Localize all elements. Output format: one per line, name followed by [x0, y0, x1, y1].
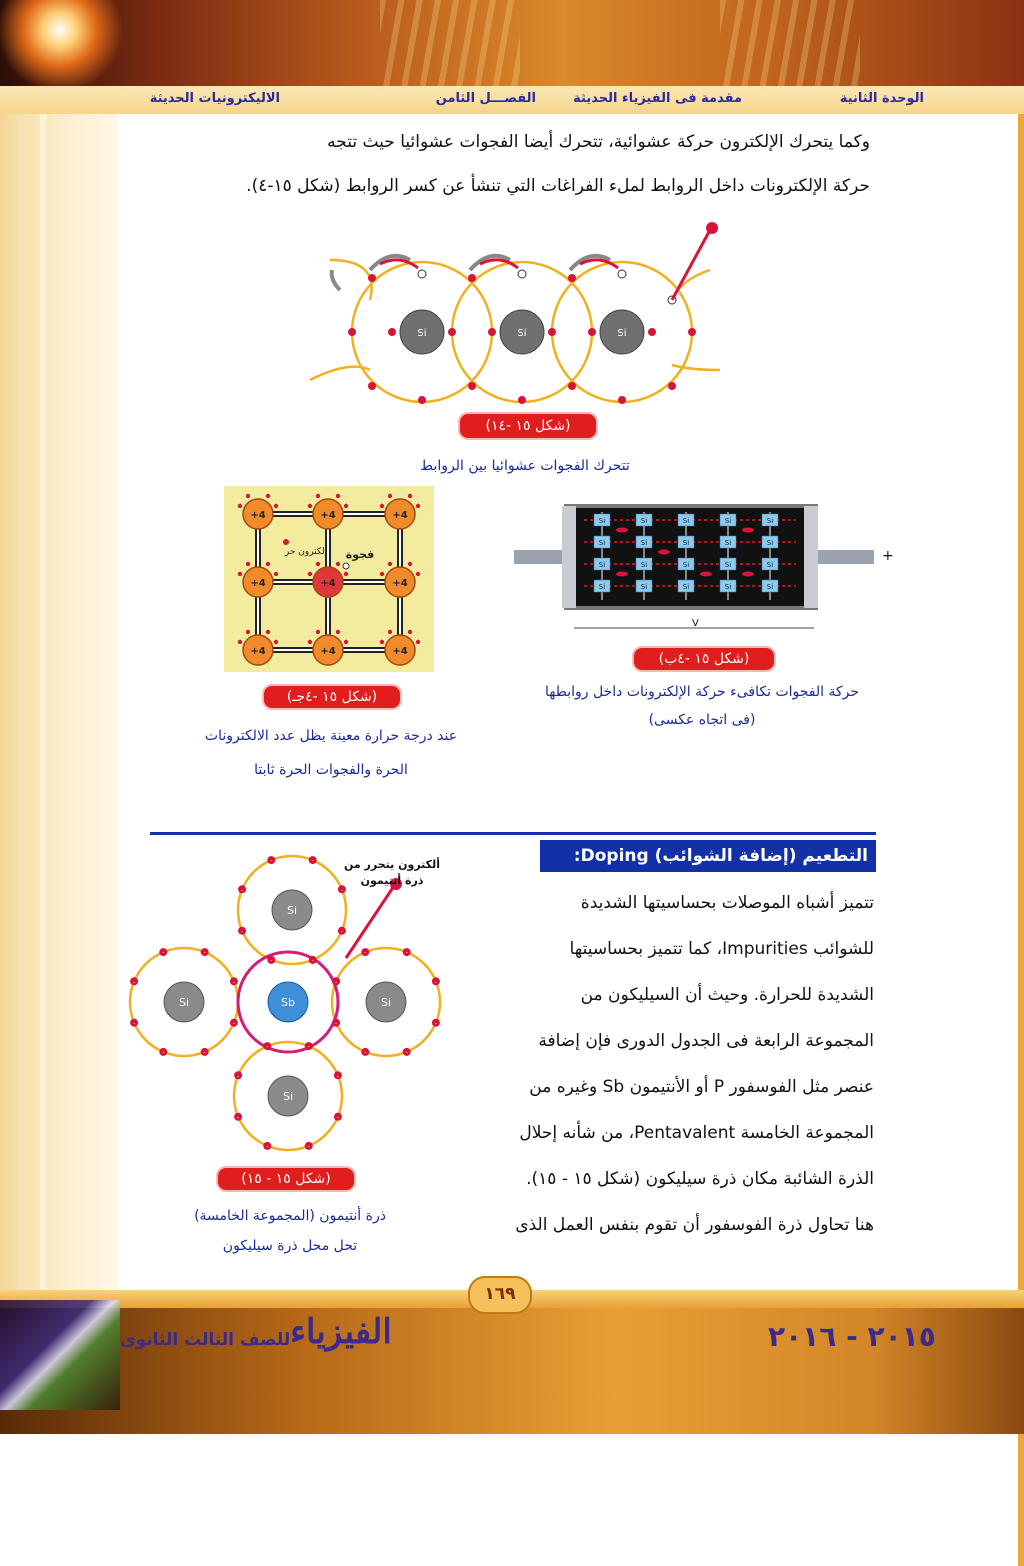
electron-sign: -	[336, 1072, 339, 1080]
fig3-caption-line1: عند درجة حرارة معينة يظل عدد الالكترونات	[204, 728, 458, 744]
electron-sign: -	[405, 949, 408, 957]
electron-sign: -	[203, 949, 206, 957]
si-label: Si	[286, 904, 298, 917]
bond-electron	[246, 562, 250, 566]
electron-sign: -	[340, 928, 343, 936]
hole-label: فجوة	[345, 548, 375, 561]
si-cell-label: Si	[640, 583, 648, 591]
plus4-label: +4	[250, 646, 266, 657]
electron-sign: -	[311, 857, 314, 865]
bond-electron	[336, 630, 340, 634]
bond-electron	[238, 640, 242, 644]
voltage-label: V	[692, 618, 699, 629]
si-cell-label: Si	[682, 517, 690, 525]
si-cell-label: Si	[724, 561, 732, 569]
bond-electron	[408, 630, 412, 634]
moving-electron	[658, 550, 670, 555]
bond-electron	[380, 504, 384, 508]
bond-electron	[336, 562, 340, 566]
footer-year: ٢٠١٥ - ٢٠١٦	[768, 1320, 936, 1353]
electron-sign: -	[237, 1114, 240, 1122]
si-cell-label: Si	[724, 583, 732, 591]
si-label: Si	[380, 996, 392, 1009]
plus4-label: +4	[320, 578, 336, 589]
electron-sign: -	[405, 1049, 408, 1057]
footer-subtitle: للصف الثالث الثانوى	[120, 1330, 291, 1350]
si-label: Si	[282, 1090, 294, 1103]
si-atom-label: Si	[417, 328, 427, 339]
bond-electron	[316, 630, 320, 634]
bond-electron	[388, 630, 392, 634]
bond-electron	[238, 504, 242, 508]
bond-electron	[316, 562, 320, 566]
annotation-line1: ألكترون يتحرر من	[344, 858, 440, 871]
text-line: المجموعة الرابعة فى الجدول الدورى فإن إضافة	[538, 1031, 874, 1051]
si-cell-label: Si	[682, 583, 690, 591]
bond-electron	[380, 572, 384, 576]
fig4-caption-line2: تحل محل ذرة سيليكون	[222, 1238, 358, 1254]
fig2-caption-line1: حركة الفجوات تكافىء حركة الإلكترونات داخل روابطها	[544, 684, 860, 700]
intro-line-1: وكما يتحرك الإلكترون حركة عشوائية، تتحرك أيضا الفجوات عشوائيا حيث تتجه	[327, 132, 870, 152]
si-label: Si	[178, 996, 190, 1009]
bond-electron	[408, 494, 412, 498]
intro-line-2: حركة الإلكترونات داخل الروابط لملء الفراغات التي تنشأ عن كسر الروابط (شكل ١٥-٤).	[246, 176, 870, 196]
moving-electron	[742, 528, 754, 533]
moving-electron	[742, 572, 754, 577]
free-electron-label: الكترون حر	[284, 547, 328, 557]
plus4-label: +4	[392, 510, 408, 521]
moving-electron	[616, 572, 628, 577]
fig4-label: (شكل ١٥ - ١٥)	[216, 1166, 356, 1192]
bond-electron	[266, 562, 270, 566]
si-cell-label: Si	[682, 539, 690, 547]
electron-sign: -	[266, 1043, 269, 1051]
bond-electron	[416, 640, 420, 644]
bond-electron	[246, 494, 250, 498]
si-cell-label: Si	[766, 539, 774, 547]
plus4-label: +4	[320, 646, 336, 657]
fig2-label: (شكل ١٥ -٤ب)	[632, 646, 776, 672]
electron-sign: -	[241, 928, 244, 936]
electron-sign: -	[311, 957, 314, 965]
footer-title: الفيزياء	[290, 1312, 392, 1352]
electron-sign: -	[241, 886, 244, 894]
free-electron-trail	[672, 230, 710, 300]
fig3-label: (شكل ١٥ -٤جـ)	[262, 684, 402, 710]
electron-sign: -	[335, 978, 338, 986]
si-cell-label: Si	[724, 517, 732, 525]
moving-electron	[700, 572, 712, 577]
si-cell-label: Si	[598, 561, 606, 569]
plus4-atoms	[238, 494, 420, 665]
electron-sign: -	[307, 1143, 310, 1151]
top-banner	[0, 0, 1024, 86]
running-header	[0, 86, 1024, 114]
text-line: هنا تحاول ذرة الفوسفور أن تقوم بنفس العمل الذى	[515, 1215, 874, 1235]
electron-sign: -	[340, 886, 343, 894]
bond-electron	[416, 504, 420, 508]
electron-sign: -	[307, 1043, 310, 1051]
si-cell-label: Si	[724, 539, 732, 547]
si-cell-label: Si	[640, 561, 648, 569]
bond-electron	[344, 640, 348, 644]
plus-sign: +	[882, 548, 894, 564]
section-divider	[150, 832, 876, 835]
electron-sign: -	[232, 978, 235, 986]
electron-sign: -	[364, 1049, 367, 1057]
bond-electron	[274, 640, 278, 644]
bond-electron	[308, 504, 312, 508]
si-cell-label: Si	[766, 561, 774, 569]
header-topic: الاليكترونيات الحديثة	[149, 91, 280, 106]
si-cell-label: Si	[640, 517, 648, 525]
text-line: عنصر مثل الفوسفور P أو الأنتيمون Sb وغيره من	[529, 1077, 874, 1097]
electron-sign: -	[162, 949, 165, 957]
fig2-caption-line2: (فى اتجاه عكسى)	[648, 712, 756, 728]
plus4-label: +4	[320, 510, 336, 521]
si-atom-label: Si	[617, 328, 627, 339]
bond-electron	[316, 494, 320, 498]
hole-dots	[418, 270, 676, 304]
plus4-label: +4	[392, 578, 408, 589]
figure-sb-doping	[124, 846, 454, 1166]
si-cell-label: Si	[598, 583, 606, 591]
fig4-caption-line1: ذرة أنتيمون (المجموعة الخامسة)	[194, 1208, 386, 1224]
electron-sign: -	[270, 857, 273, 865]
electron-sign: -	[133, 1020, 136, 1028]
page-number: ١٦٩	[468, 1276, 532, 1314]
electron-sign: -	[434, 1020, 437, 1028]
figure-hole-chain	[300, 220, 730, 410]
bond-electron	[388, 562, 392, 566]
figure-lattice-svg	[224, 486, 434, 672]
bond-electron	[266, 494, 270, 498]
fig1-label: (شكل ١٥ -١٤)	[458, 412, 598, 440]
bond-electron	[344, 572, 348, 576]
si-cell-label: Si	[766, 517, 774, 525]
bond-electron	[274, 504, 278, 508]
bond-electron	[336, 494, 340, 498]
electron-sign: -	[335, 1020, 338, 1028]
si-cell-label: Si	[640, 539, 648, 547]
si-cell-label: Si	[766, 583, 774, 591]
electron-sign: -	[133, 978, 136, 986]
plus4-label: +4	[250, 510, 266, 521]
text-line: تتميز أشباه الموصلات بحساسيتها الشديدة	[580, 893, 874, 913]
text-line: للشوائب Impurities، كما تتميز بحساسيتها	[569, 939, 874, 959]
electron-sign: -	[270, 957, 273, 965]
sb-label: Sb	[281, 996, 295, 1009]
bond-electron	[408, 562, 412, 566]
header-chapter: الفصـــل الثامن	[435, 91, 536, 106]
bond-electron	[388, 494, 392, 498]
plus4-label: +4	[250, 578, 266, 589]
electron-sign: -	[232, 1020, 235, 1028]
fig3-caption-line2: الحرة والفجوات الحرة ثابتا	[254, 762, 408, 778]
electron-sign: -	[162, 1049, 165, 1057]
text-line: الذرة الشائبة مكان ذرة سيليكون (شكل ١٥ - ١٥).	[526, 1169, 874, 1189]
header-intro: مقدمة فى الفيزياء الحديثة	[573, 91, 742, 106]
si-cell-label: Si	[682, 561, 690, 569]
plus4-label: +4	[392, 646, 408, 657]
electron-sign: -	[336, 1114, 339, 1122]
doping-paragraph	[452, 880, 874, 1248]
si-cell-label: Si	[598, 539, 606, 547]
bond-electron	[266, 630, 270, 634]
left-decorative-strip	[0, 0, 118, 1434]
prism-graphic	[0, 1300, 120, 1410]
annotation-line2: ذرة أنتيمون	[360, 874, 424, 887]
si-cell-label: Si	[598, 517, 606, 525]
fig1-caption: تتحرك الفجوات عشوائيا بين الروابط	[420, 458, 630, 474]
bond-electron	[308, 572, 312, 576]
electron-sign: -	[266, 1143, 269, 1151]
electron-sign: -	[364, 949, 367, 957]
electron-sign: -	[237, 1072, 240, 1080]
electron-sign: -	[434, 978, 437, 986]
bond-electron	[246, 630, 250, 634]
bond-electron	[416, 572, 420, 576]
si-atoms	[400, 310, 644, 354]
bond-electron	[238, 572, 242, 576]
bond-electron	[380, 640, 384, 644]
si-atom-label: Si	[517, 328, 527, 339]
moving-electron	[616, 528, 628, 533]
figure-crystal-bar	[514, 500, 894, 640]
bond-electron	[344, 504, 348, 508]
bond-electron	[308, 640, 312, 644]
header-unit: الوحدة الثانية	[839, 91, 924, 106]
section-title: التطعيم (إضافة الشوائب) Doping:	[540, 840, 876, 872]
electron-sign: -	[203, 1049, 206, 1057]
text-line: المجموعة الخامسة Pentavalent، من شأنه إحلال	[519, 1123, 874, 1143]
bond-electron	[274, 572, 278, 576]
text-line: الشديدة للحرارة. وحيث أن السيليكون من	[580, 985, 874, 1005]
